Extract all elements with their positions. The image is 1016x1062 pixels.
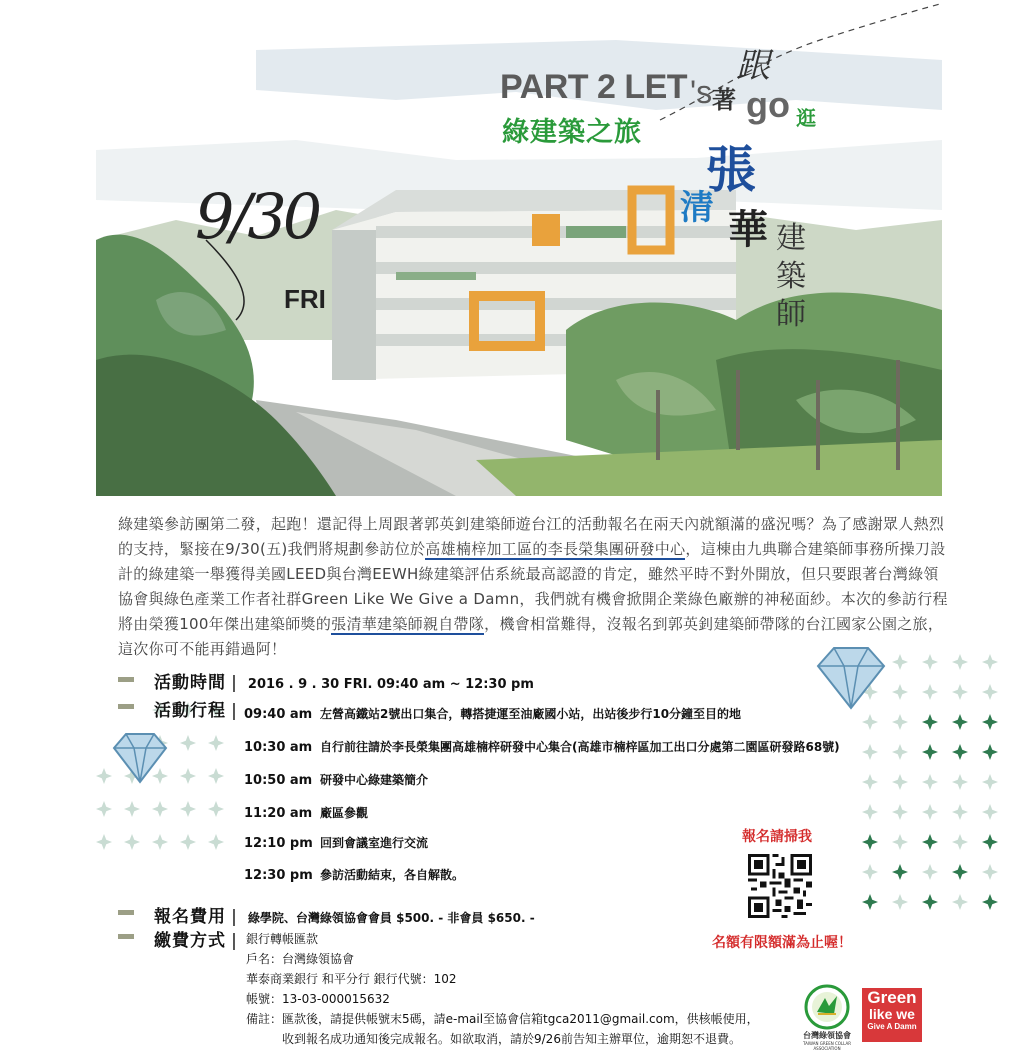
star-decoration xyxy=(208,768,224,784)
star-decoration xyxy=(982,774,998,790)
qr-code-icon[interactable] xyxy=(748,854,812,918)
schedule-label-row: 活動行程 | xyxy=(154,701,237,721)
architect-title: 建築師 xyxy=(776,221,806,332)
event-time-value: 2016 . 9 . 30 FRI. 09:40 am ~ 12:30 pm xyxy=(247,677,534,692)
star-decoration xyxy=(952,804,968,820)
star-decoration xyxy=(982,804,998,820)
star-decoration xyxy=(180,801,196,817)
name-char-2: 清 xyxy=(680,188,714,228)
star-decoration xyxy=(208,801,224,817)
diamond-icon-left xyxy=(112,730,168,784)
star-decoration xyxy=(96,834,112,850)
diamond-icon-right xyxy=(816,644,886,710)
star-decoration xyxy=(96,768,112,784)
row-marker xyxy=(118,704,134,709)
highlight-venue: 高雄楠梓加工區的李長榮集團研發中心 xyxy=(425,540,686,558)
star-decoration xyxy=(862,894,878,910)
row-marker xyxy=(118,934,134,939)
intro-paragraph: 綠建築參訪團第二發，起跑！還記得上周跟著郭英釗建築師遊台江的活動報名在兩天內就額滿的盛況嗎？為了感謝眾人熱烈的支持，緊接在9/30(五)我們將規劃參訪位於高雄楠梓加工區的李長榮集團研發中心，這棟由九典聯合建築師事務所操刀設計的綠建築一舉獲得美國LEED與台灣EEWH綠建築評估系統最高認證的肯定，雖然平時不對外開放，但只要跟著台灣綠領協會與綠色產業工作者社群Green Like We Give a Damn，我們就有機會掀開企業綠色廠辦的神秘面紗。本次的參訪行程將由榮獲100年傑出建築師獎的張清華建築師親自帶隊，機會相當難得，沒報名到郭英釗建築師帶隊的台江國家公園之旅，這次你可不能再錯過阿！ xyxy=(118,515,948,658)
star-decoration xyxy=(952,744,968,760)
highlight-guide: 張清華建築師親自帶隊 xyxy=(331,615,485,633)
schedule-item: 11:20 am 廠區參觀 xyxy=(244,806,369,821)
schedule-list xyxy=(244,703,924,894)
star-decoration xyxy=(922,744,938,760)
payment-label: 繳費方式 xyxy=(154,931,226,951)
star-decoration xyxy=(952,714,968,730)
fee-value: 綠學院、台灣綠領協會會員 $500. - 非會員 $650. - xyxy=(247,911,535,925)
star-decoration xyxy=(892,654,908,670)
limited-seats-note: 名額有限額滿為止喔！ xyxy=(712,935,852,951)
star-decoration xyxy=(982,834,998,850)
star-decoration xyxy=(922,774,938,790)
star-decoration xyxy=(922,714,938,730)
payment-details: 銀行轉帳匯款 戶名：台灣綠領協會 華泰商業銀行 和平分行 銀行代號：102 帳號：13-03-000015632 備註：匯款後，請提供帳號末5碼，請e-mail至協會信箱tgca2011@gmail.com，供核帳使用， 收到報名成功通知後完成報名。如欲取消，請於9/26前告知主辦單位，逾期恕不退費。 xyxy=(246,932,759,1046)
tgca-logo: 台灣綠領協會 TAIWAN GREEN COLLAR ASSOCIATION xyxy=(800,984,854,1051)
event-time-label: 活動時間 xyxy=(154,673,226,693)
event-time-row: 活動時間 | 2016 . 9 . 30 FRI. 09:40 am ~ 12:30 pm xyxy=(154,673,534,693)
event-weekday: FRI xyxy=(284,284,326,314)
star-decoration xyxy=(922,834,938,850)
star-decoration xyxy=(982,684,998,700)
star-decoration xyxy=(952,654,968,670)
title-zhe: 著 xyxy=(712,86,736,114)
star-decoration xyxy=(124,834,140,850)
title-guang: 逛 xyxy=(796,106,816,130)
star-decoration xyxy=(952,894,968,910)
star-pattern-left xyxy=(94,700,234,870)
row-marker xyxy=(118,677,134,682)
star-decoration xyxy=(952,864,968,880)
star-decoration xyxy=(180,768,196,784)
tgca-emblem-icon xyxy=(804,984,850,1030)
star-decoration xyxy=(208,735,224,751)
star-decoration xyxy=(982,894,998,910)
schedule-item: 12:10 pm 回到會議室進行交流 xyxy=(244,836,429,851)
star-decoration xyxy=(982,744,998,760)
star-decoration xyxy=(922,684,938,700)
part-title: PART 2 LET xyxy=(500,68,688,106)
star-decoration xyxy=(180,735,196,751)
star-decoration xyxy=(982,654,998,670)
star-decoration xyxy=(982,714,998,730)
star-decoration xyxy=(952,834,968,850)
row-marker xyxy=(118,910,134,915)
star-decoration xyxy=(152,834,168,850)
star-decoration xyxy=(922,894,938,910)
green-like-we-give-a-damn-logo: Green like we Give A Damn xyxy=(862,988,922,1042)
star-decoration xyxy=(922,864,938,880)
title-go: go xyxy=(746,84,790,125)
name-char-3: 華 xyxy=(728,207,768,253)
name-char-1: 張 xyxy=(706,141,756,199)
star-decoration xyxy=(952,774,968,790)
event-date: 9/30 xyxy=(195,180,319,253)
star-decoration xyxy=(208,834,224,850)
star-decoration xyxy=(96,801,112,817)
schedule-item: 09:40 am 左營高鐵站2號出口集合，轉搭捷運至油廠國小站，出站後步行10分鐘至目的地 xyxy=(244,707,742,722)
star-decoration xyxy=(892,894,908,910)
schedule-item: 12:30 pm 參訪活動結束，各自解散。 xyxy=(244,868,465,883)
qr-caption: 報名請掃我 xyxy=(742,829,812,845)
star-decoration xyxy=(952,684,968,700)
star-decoration xyxy=(922,654,938,670)
title-gen: 跟 xyxy=(736,46,770,86)
trip-title: 綠建築之旅 xyxy=(502,117,642,148)
star-decoration xyxy=(982,864,998,880)
star-decoration xyxy=(180,834,196,850)
fee-label: 報名費用 xyxy=(154,907,226,927)
star-decoration xyxy=(892,684,908,700)
payment-label-row: 繳費方式 | xyxy=(154,931,237,951)
fee-row: 報名費用 | 綠學院、台灣綠領協會會員 $500. - 非會員 $650. - xyxy=(154,907,535,927)
schedule-item: 10:50 am 研發中心綠建築簡介 xyxy=(244,773,429,788)
schedule-item: 10:30 am 自行前往請於李長榮集團高雄楠梓研發中心集合(高雄市楠梓區加工出口分處第二園區研發路68號) xyxy=(244,740,840,755)
schedule-label: 活動行程 xyxy=(154,701,226,721)
title-apostrophe-s: 's xyxy=(690,74,713,110)
star-decoration xyxy=(922,804,938,820)
star-decoration xyxy=(152,801,168,817)
star-decoration xyxy=(124,801,140,817)
